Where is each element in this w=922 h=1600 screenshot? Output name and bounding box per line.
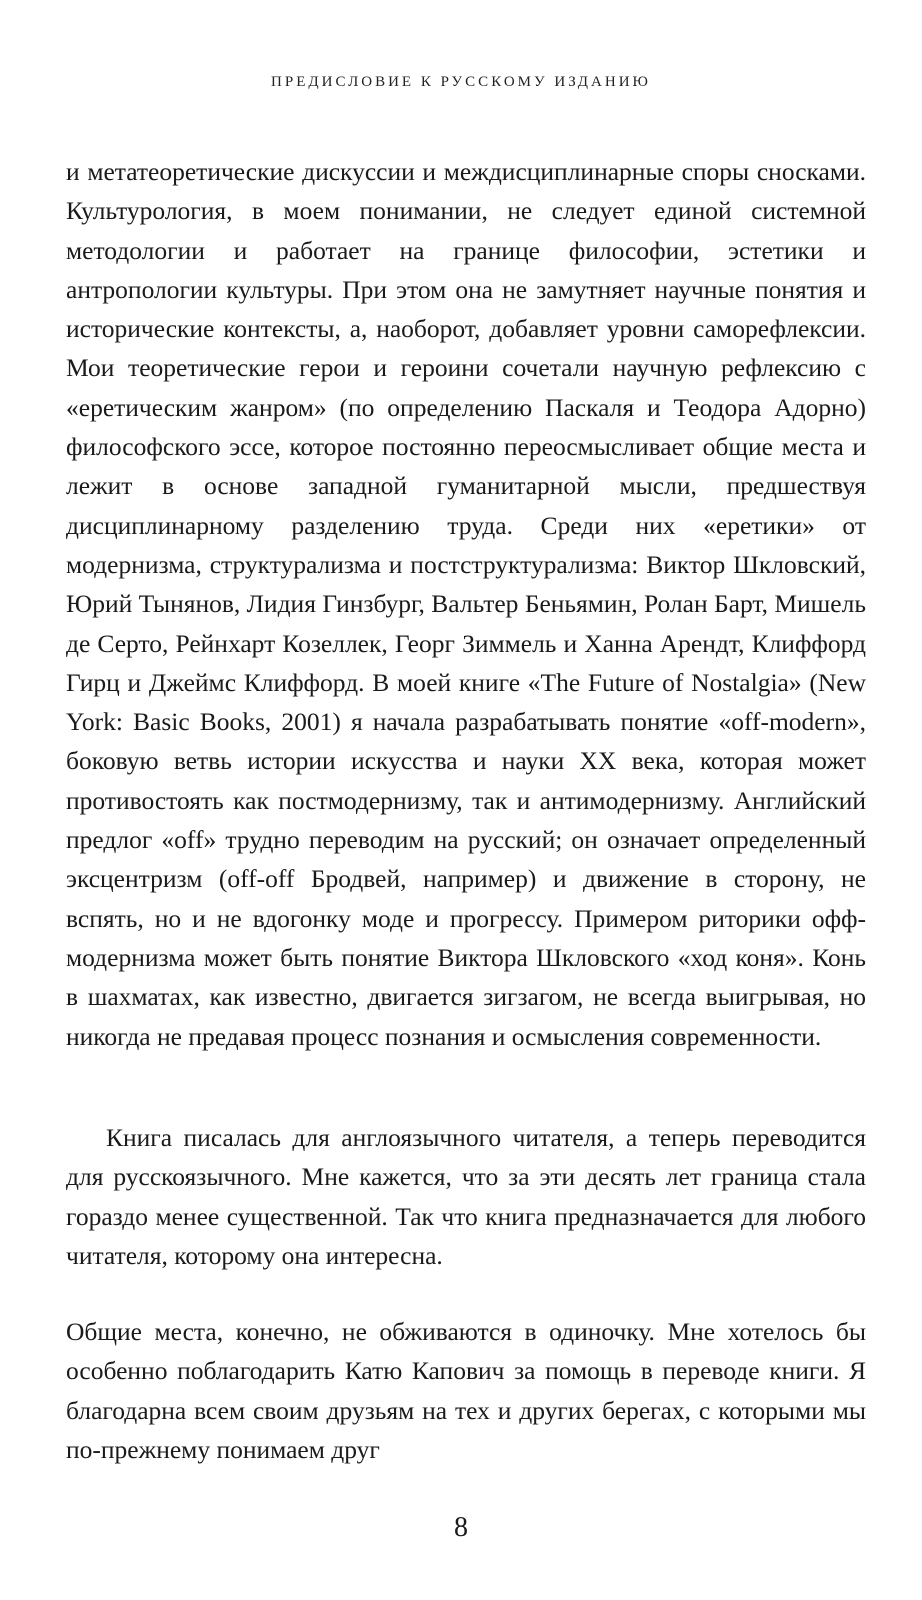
text-block-reader [66,1118,866,1275]
running-head: ПРЕДИСЛОВИЕ К РУССКОМУ ИЗДАНИЮ [271,74,651,90]
paragraph-2: Книга писалась для англоязычного читателя, а теперь переводится для русскоязычного. Мне кажется, что за эти десять лет граница стала гораздо менее существенной. Так что книга предназначается для любого читателя, которому она интересна. [66,1123,866,1270]
page-number: 8 [454,1512,468,1543]
text-block-acknowledgements [66,1312,866,1469]
paragraph-3: Общие места, конечно, не обживаются в одиночку. Мне хотелось бы особенно поблагодарить Катю Капович за помощь в переводе книги. Я благодарна всем своим друзьям на тех и других берегах, с которыми мы по-прежнему понимаем друг [66,1317,866,1464]
text-block-main [66,152,866,1056]
paragraph-1: и метатеоретические дискуссии и междисциплинарные споры сносками. Культурология, в моем понимании, не следует единой системной методологии и работает на границе философии, эстетики и антропологии культуры. При этом она не замутняет научные понятия и исторические контексты, а, наоборот, добавляет уровни саморефлексии. Мои теоретические герои и героини сочетали научную рефлексию с «еретическим жанром» (по определению Паскаля и Теодора Адорно) философского эссе, которое постоянно переосмысливает общие места и лежит в основе западной гуманитарной мысли, предшествуя дисциплинарному разделению труда. Среди них «еретики» от модернизма, структурализма и постструктурализма: Виктор Шкловский, Юрий Тынянов, Лидия Гинзбург, Вальтер Беньямин, Ролан Барт, Мишель де Серто, Рейнхарт Козеллек, Георг Зиммель и Ханна Арендт, Клиффорд Гирц и Джеймс Клиффорд. В моей книге «The Future of Nostalgia» (New York: Basic Books, 2001) я начала разрабатывать понятие «off-modern», боковую ветвь истории искусства и науки XX века, которая может противостоять как постмодернизму, так и антимодернизму. Английский предлог «off» трудно переводим на русский; он означает определенный эксцентризм (off-off Бродвей, например) и движение в сторону, не вспять, но и не вдогонку моде и прогрессу. Примером риторики офф-модернизма может быть понятие Виктора Шкловского «ход коня». Конь в шахматах, как известно, двигается зигзагом, не всегда выигрывая, но никогда не предавая процесс познания и осмысления современности. [66,157,866,1051]
